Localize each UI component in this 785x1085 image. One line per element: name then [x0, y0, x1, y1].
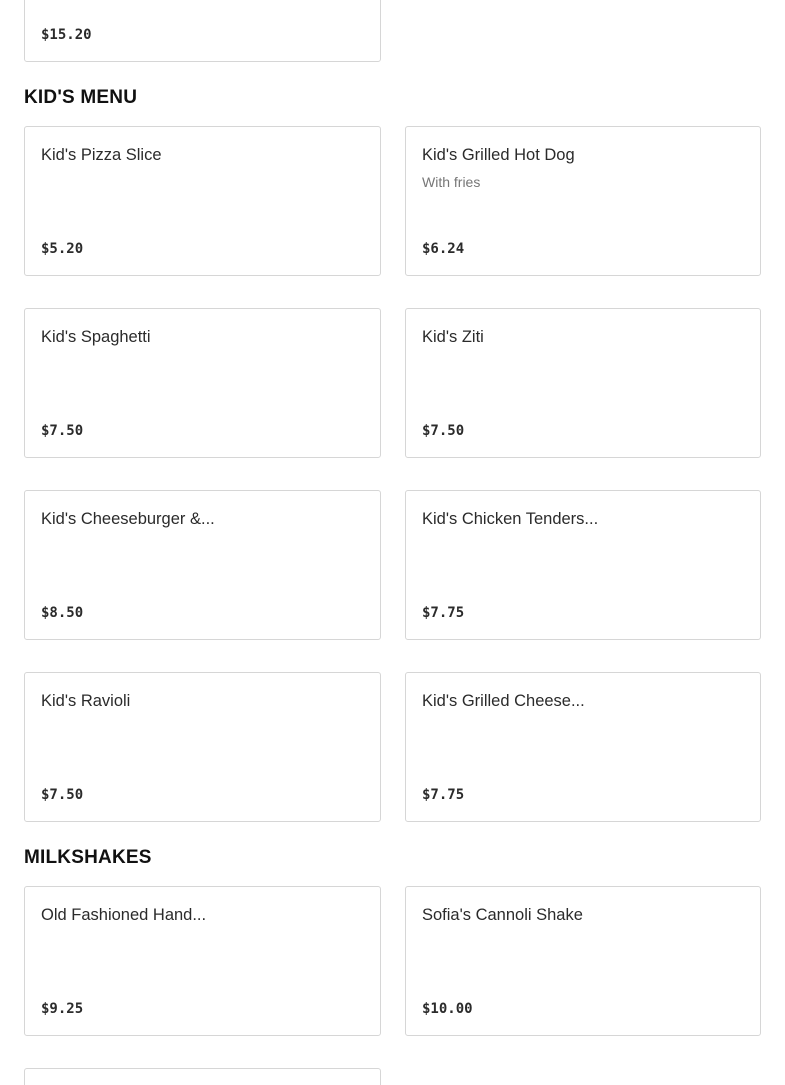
item-name: Kid's Cheeseburger &... — [41, 510, 215, 528]
item-price: $15.20 — [41, 27, 92, 43]
section-title-milkshakes: MILKSHAKES — [24, 847, 152, 868]
item-name: Sofia's Cannoli Shake — [422, 906, 583, 924]
item-price: $6.24 — [422, 241, 465, 257]
item-description: With fries — [422, 174, 481, 190]
item-price: $7.75 — [422, 605, 465, 621]
menu-item-card[interactable] — [405, 126, 761, 276]
item-price: $9.25 — [41, 1001, 84, 1017]
item-price: $5.20 — [41, 241, 84, 257]
menu-item-card[interactable] — [24, 0, 381, 62]
menu-item-card[interactable] — [24, 126, 381, 276]
menu-item-card[interactable] — [405, 672, 761, 822]
item-price: $10.00 — [422, 1001, 473, 1017]
item-price: $8.50 — [41, 605, 84, 621]
menu-item-card[interactable] — [24, 672, 381, 822]
item-name: Old Fashioned Hand... — [41, 906, 207, 924]
menu-item-card[interactable] — [405, 886, 761, 1036]
item-price: $7.50 — [41, 423, 84, 439]
menu-item-card[interactable] — [24, 1068, 381, 1085]
menu-item-card[interactable] — [405, 308, 761, 458]
item-name: Kid's Ziti — [422, 328, 484, 346]
menu-item-card[interactable] — [24, 308, 381, 458]
item-price: $7.75 — [422, 787, 465, 803]
menu-item-card[interactable] — [24, 886, 381, 1036]
item-name: Kid's Grilled Hot Dog — [422, 146, 575, 164]
menu-item-card[interactable] — [24, 490, 381, 640]
item-name: Kid's Ravioli — [41, 692, 131, 710]
item-price: $7.50 — [41, 787, 84, 803]
menu-item-card[interactable] — [405, 490, 761, 640]
item-name: Kid's Pizza Slice — [41, 146, 162, 164]
item-name: Kid's Chicken Tenders... — [422, 510, 599, 528]
item-price: $7.50 — [422, 423, 465, 439]
item-name: Kid's Spaghetti — [41, 328, 151, 346]
section-title-kids-menu: KID'S MENU — [24, 87, 138, 108]
item-name: Kid's Grilled Cheese... — [422, 692, 585, 710]
